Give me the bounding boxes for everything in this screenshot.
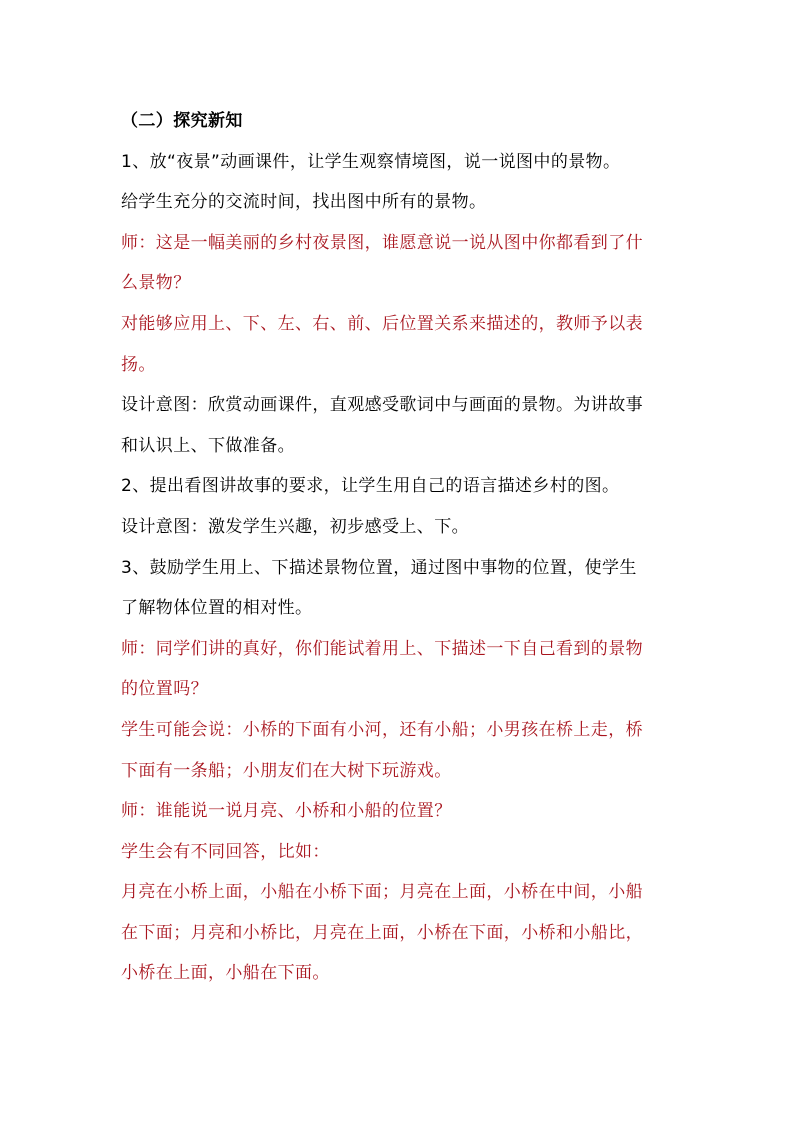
teacher-dialogue-line: 的位置吗？	[121, 679, 208, 700]
teacher-dialogue-line: 师：这是一幅美丽的乡村夜景图，谁愿意说一说从图中你都看到了什	[121, 232, 643, 253]
text-line: 了解物体位置的相对性。	[121, 598, 313, 619]
paragraph-lines	[121, 142, 687, 994]
teacher-dialogue-line: 在下面；月亮和小桥比，月亮在上面，小桥在下面，小桥和小船比，	[121, 922, 643, 943]
teacher-dialogue-line: 扬。	[121, 354, 156, 375]
teacher-dialogue-line: 月亮在小桥上面，小船在小桥下面；月亮在上面，小桥在中间，小船	[121, 882, 643, 903]
text-line: 1、放“夜景”动画课件，让学生观察情境图，说一说图中的景物。	[121, 151, 621, 172]
text-line: 3、鼓励学生用上、下描述景物位置，通过图中事物的位置，使学生	[121, 557, 637, 578]
document-body	[121, 101, 687, 994]
text-line: 和认识上、下做准备。	[121, 435, 295, 456]
section-heading: （二）探究新知	[121, 111, 243, 131]
text-line: 设计意图：欣赏动画课件，直观感受歌词中与画面的景物。为讲故事	[121, 395, 643, 416]
teacher-dialogue-line: 学生可能会说：小桥的下面有小河，还有小船；小男孩在桥上走，桥	[121, 719, 643, 740]
teacher-dialogue-line: 下面有一条船；小朋友们在大树下玩游戏。	[121, 760, 452, 781]
teacher-dialogue-line: 师：同学们讲的真好，你们能试着用上、下描述一下自己看到的景物	[121, 638, 643, 659]
teacher-dialogue-line: 学生会有不同回答，比如：	[121, 841, 330, 862]
text-line: 给学生充分的交流时间，找出图中所有的景物。	[121, 192, 487, 213]
teacher-dialogue-line: 么景物？	[121, 273, 191, 294]
teacher-dialogue-line: 小桥在上面，小船在下面。	[121, 963, 330, 984]
teacher-dialogue-line: 对能够应用上、下、左、右、前、后位置关系来描述的，教师予以表	[121, 313, 643, 334]
teacher-dialogue-line: 师：谁能说一说月亮、小桥和小船的位置？	[121, 801, 452, 822]
text-line: 设计意图：激发学生兴趣，初步感受上、下。	[121, 516, 469, 537]
text-line: 2、提出看图讲故事的要求，让学生用自己的语言描述乡村的图。	[121, 476, 620, 497]
